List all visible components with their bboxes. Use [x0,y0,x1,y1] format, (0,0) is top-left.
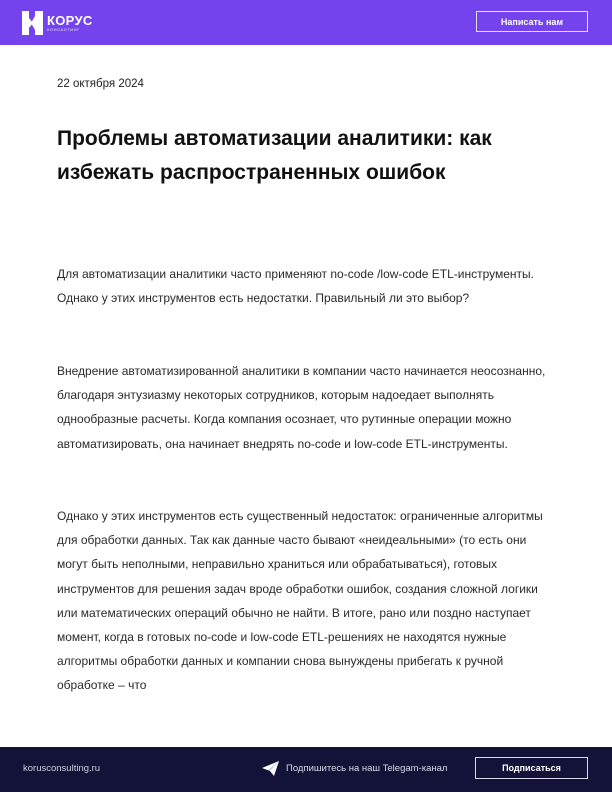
article-title: Проблемы автоматизации аналитики: как избежать распространенных ошибок [57,127,492,184]
footer-bar [0,747,612,792]
article-date: 22 октября 2024 [57,78,144,90]
contact-us-button[interactable]: Написать нам [476,11,588,32]
article-paragraph: Внедрение автоматизированной аналитики в компании часто начинается неосознанно, благодаря энтузиазму некоторых сотрудников, которым надоедает выполнять однообразные расчеты. Когда компания осознает, что рутинные операции можно автоматизировать, она начинает внедрять no-code и low-code ETL-инструменты. [57,364,546,451]
article-paragraph: Однако у этих инструментов есть существенный недостаток: ограниченные алгоритмы для обработки данных. Так как данные часто бывают «неидеальными» (то есть они могут быть неполными, неправильно храниться или обрабатываться), готовых инструментов для решения задач вроде обработки ошибок, создания сложной логики или математических операций обычно не найти. В итоге, рано или поздно наступает момент, когда в готовых no-code и low-code ETL-решениях не находятся нужные алгоритмы обработки данных и компании снова вынуждены прибегать к ручной обработке – что [57,509,543,693]
logo-name: КОРУС [47,12,93,28]
telegram-icon[interactable] [262,761,279,776]
article-paragraph: Для автоматизации аналитики часто применяют no-code /low-code ETL-инструменты. Однако у этих инструментов есть недостатки. Правильный ли это выбор? [57,267,535,306]
header-bar [0,0,612,45]
site-link[interactable]: korusconsulting.ru [23,763,101,774]
logo-subtitle: КОНСАЛТИНГ [47,26,80,32]
korus-logo[interactable] [22,11,93,35]
korus-logo-icon [22,11,43,35]
telegram-subscribe-text[interactable]: Подпишитесь на наш Telegam-канал [286,763,448,774]
subscribe-button[interactable]: Подписаться [475,757,588,779]
